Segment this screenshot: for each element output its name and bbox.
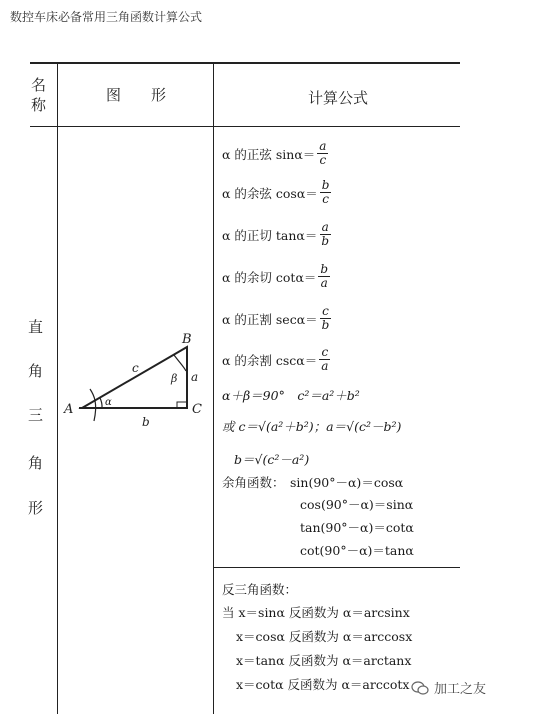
complementary-cot: cot(90°－α)＝tanα — [300, 543, 414, 558]
cosecant-text: α 的余割 cscα＝ — [222, 352, 318, 368]
tangent-formula — [222, 221, 331, 248]
inverse-arcsin: 当 x＝sinα 反函数为 α＝arcsinx — [222, 605, 410, 620]
sine-formula — [222, 140, 328, 167]
cotangent-numerator: b — [320, 262, 329, 276]
row-name-char-5: 形 — [28, 499, 44, 517]
inverse-arccot: x＝cotα 反函数为 α＝arccotx — [236, 677, 410, 692]
section-divider-line — [213, 567, 460, 568]
complementary-tan: tan(90°－α)＝cotα — [300, 520, 414, 535]
secant-fraction — [320, 305, 332, 332]
header-name-label-2: 称 — [31, 96, 47, 114]
cotangent-fraction — [318, 263, 330, 290]
row-name-char-2: 角 — [28, 362, 44, 380]
cosine-formula — [222, 179, 331, 206]
cosecant-denominator: a — [321, 359, 329, 373]
row-name-char-4: 角 — [28, 454, 44, 472]
secant-denominator: b — [321, 318, 330, 332]
cosecant-fraction — [319, 346, 330, 373]
cosine-fraction — [320, 179, 332, 206]
secant-numerator: c — [322, 304, 329, 318]
header-bottom-line — [30, 126, 460, 127]
sine-text: α 的正弦 sinα＝ — [222, 146, 316, 162]
document-caption: 数控车床必备常用三角函数计算公式 — [10, 10, 203, 24]
side-b-label: b — [142, 415, 150, 429]
side-formulas-line: 或 c＝√(a²＋b²)；a＝√(c²－b²) — [222, 419, 402, 434]
cotangent-formula — [222, 263, 330, 290]
side-b-formula: b＝√(c²－a²) — [234, 452, 310, 467]
header-formula-label: 计算公式 — [308, 89, 369, 107]
tangent-denominator: b — [321, 234, 330, 248]
secant-formula — [222, 305, 331, 332]
vertex-C-label: C — [192, 402, 202, 417]
table-top-line — [30, 62, 460, 64]
complementary-label: 余角函数： — [222, 475, 285, 490]
cotangent-denominator: a — [320, 276, 328, 290]
cotangent-text: α 的余切 cotα＝ — [222, 269, 317, 285]
complementary-cos: cos(90°－α)＝sinα — [300, 497, 414, 512]
column-divider-1 — [57, 62, 58, 714]
header-name-label-1: 名 — [31, 76, 47, 94]
cosine-text: α 的余弦 cosα＝ — [222, 185, 318, 201]
angle-sum-pythagoras: α＋β＝90° c²＝a²＋b² — [222, 388, 360, 403]
tangent-fraction — [319, 221, 331, 248]
tangent-numerator: a — [321, 220, 329, 234]
right-triangle-figure — [60, 325, 210, 435]
inverse-title: 反三角函数： — [222, 582, 298, 597]
header-figure-label: 图 形 — [106, 86, 167, 104]
watermark-text: 加工之友 — [434, 682, 487, 697]
side-a-label: a — [191, 370, 199, 384]
cosine-numerator: b — [321, 178, 330, 192]
vertex-A-label: A — [64, 402, 74, 417]
tangent-text: α 的正切 tanα＝ — [222, 227, 318, 243]
vertex-B-label: B — [182, 332, 192, 347]
angle-beta-label: β — [171, 372, 178, 385]
cosecant-formula — [222, 346, 330, 373]
inverse-arccos: x＝cosα 反函数为 α＝arccosx — [236, 629, 413, 644]
inverse-arctan: x＝tanα 反函数为 α＝arctanx — [236, 653, 412, 668]
side-c-label: c — [132, 361, 139, 375]
watermark — [411, 678, 486, 697]
sine-fraction — [317, 140, 328, 167]
sine-denominator: c — [319, 153, 327, 167]
cosine-denominator: c — [322, 192, 329, 206]
angle-alpha-label: α — [105, 397, 112, 408]
secant-text: α 的正割 secα＝ — [222, 311, 318, 327]
row-name-char-1: 直 — [28, 318, 44, 336]
row-name-char-3: 三 — [28, 406, 44, 424]
wechat-icon — [411, 680, 429, 696]
sine-numerator: a — [319, 139, 327, 153]
column-divider-2 — [213, 62, 214, 714]
complementary-sin: sin(90°－α)＝cosα — [290, 475, 404, 490]
cosecant-numerator: c — [321, 345, 329, 359]
